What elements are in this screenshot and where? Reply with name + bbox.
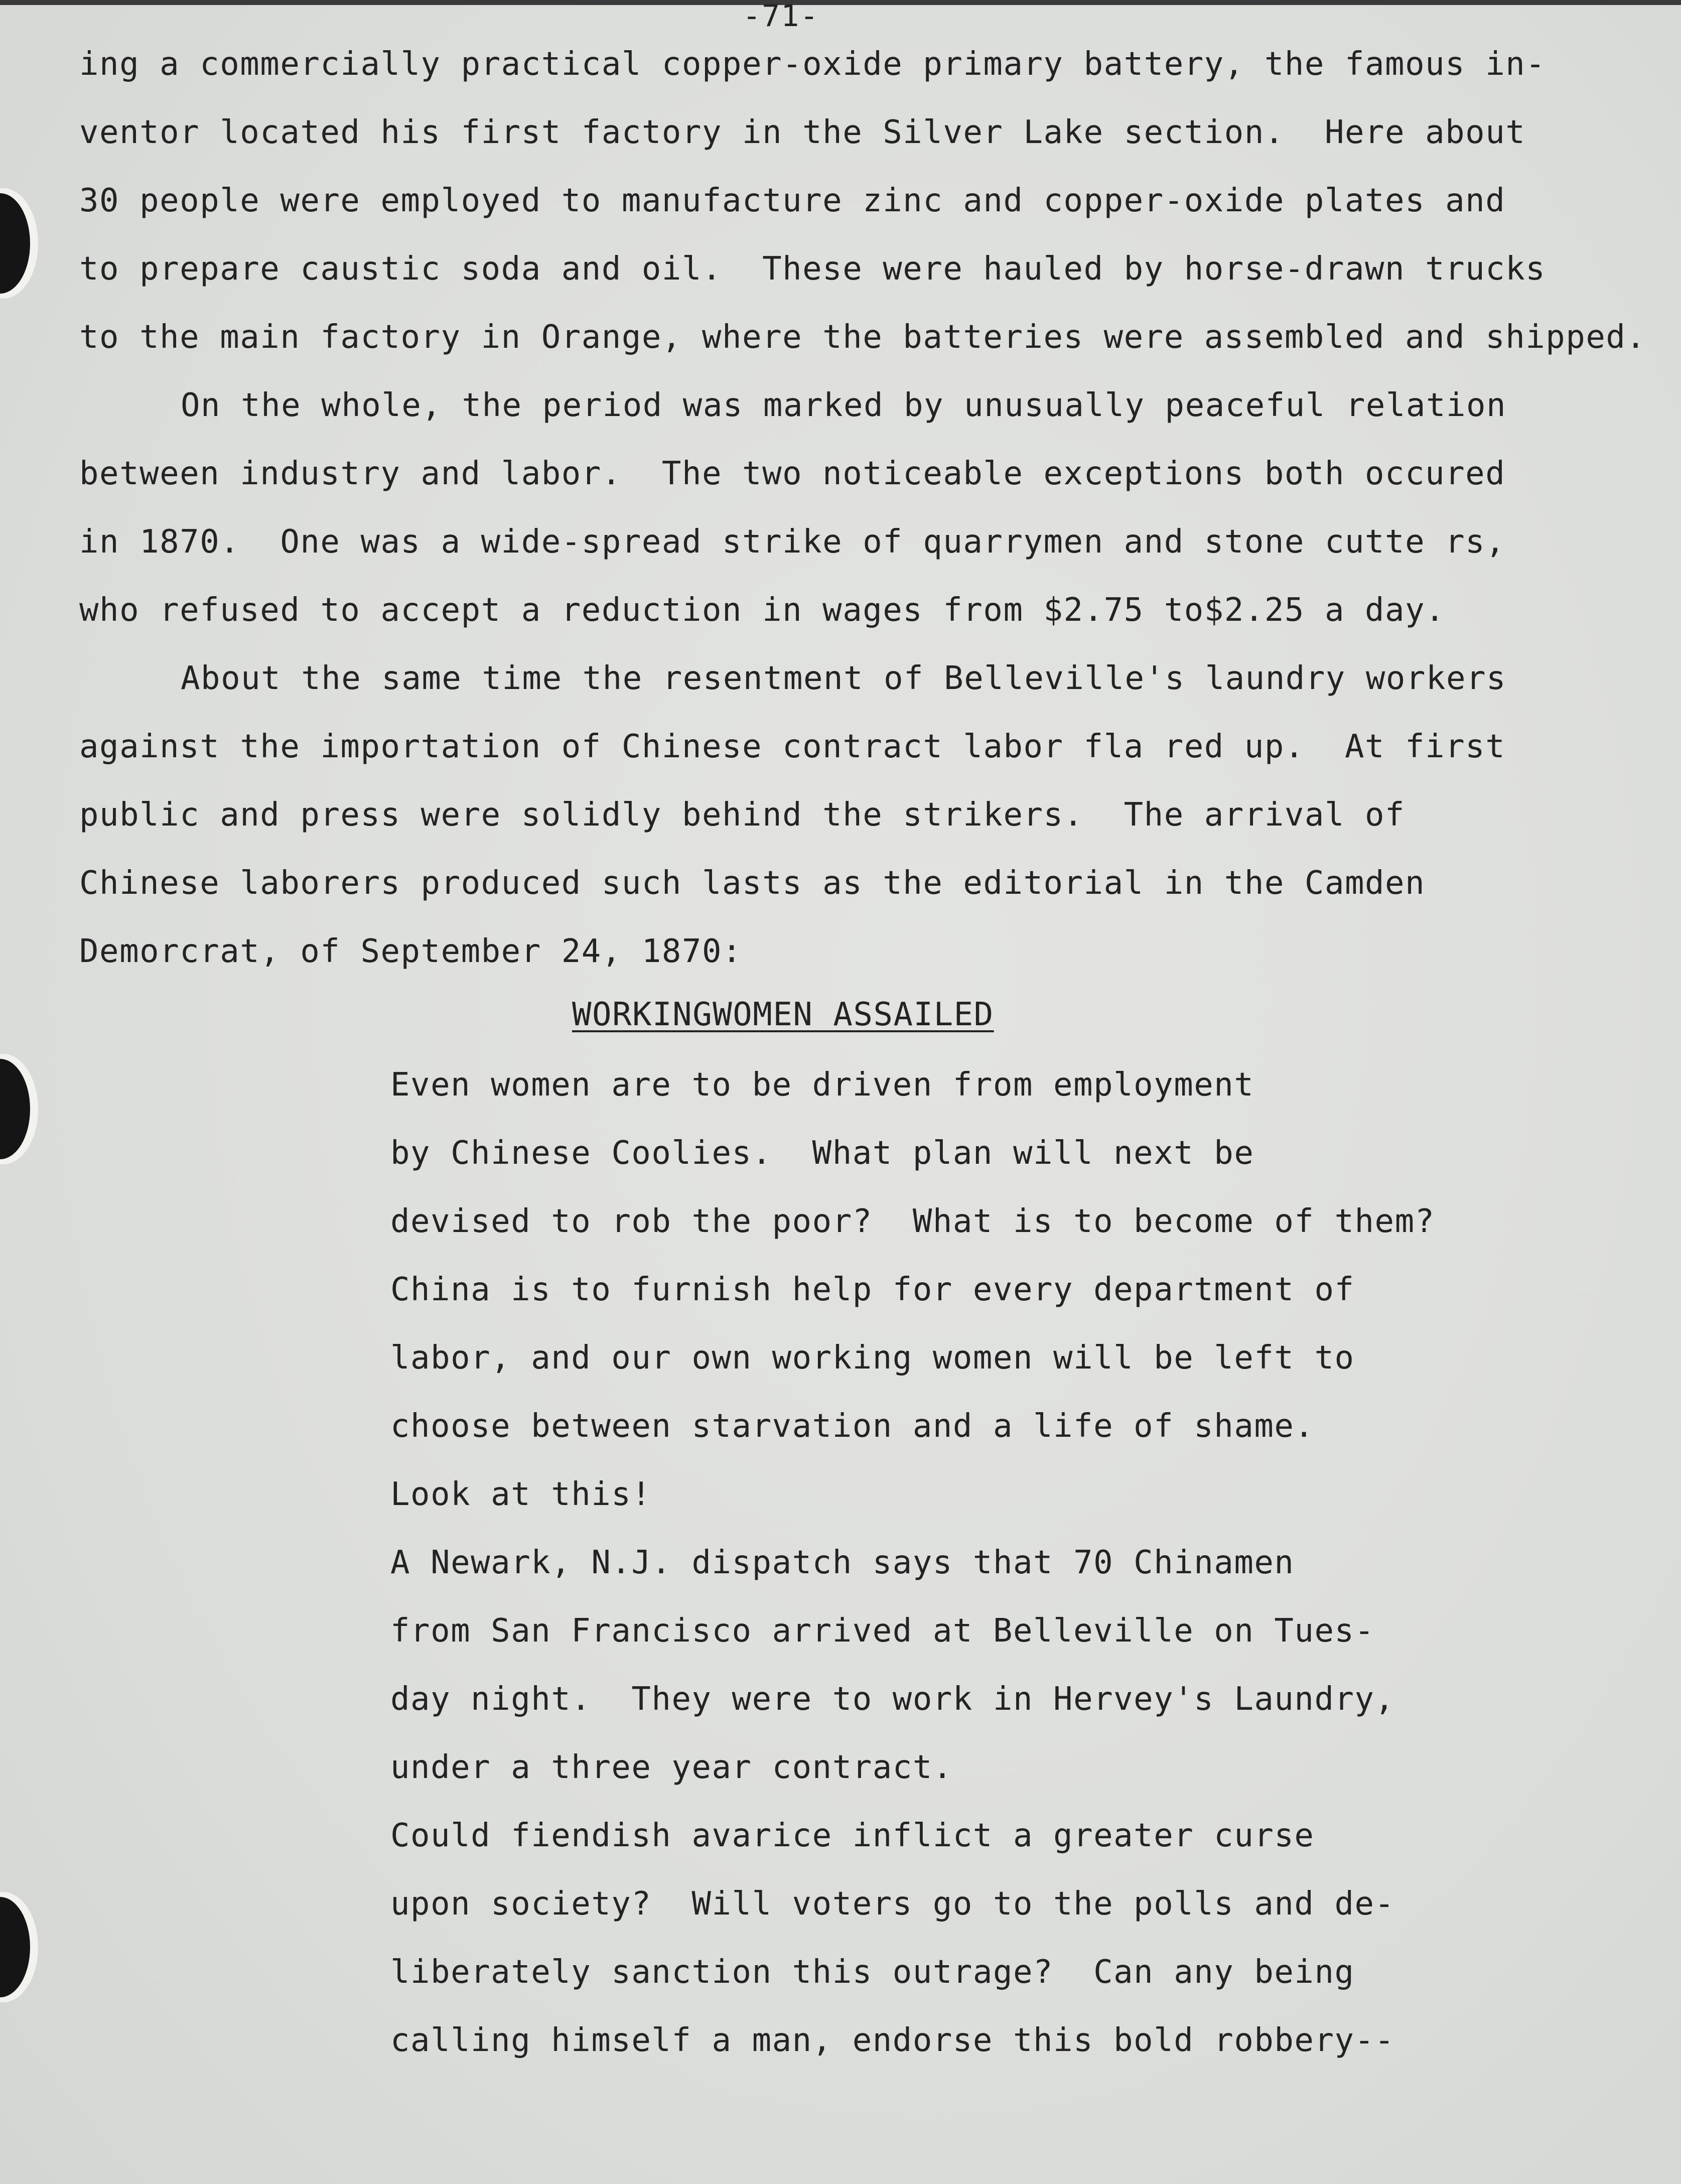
- quote-line: upon society? Will voters go to the polls and de-: [390, 1885, 1395, 1923]
- body-line: About the same time the resentment of Belleville's laundry workers: [181, 660, 1507, 697]
- body-line: Demorcrat, of September 24, 1870:: [79, 933, 743, 970]
- quote-line: devised to rob the poor? What is to become of them?: [390, 1203, 1435, 1240]
- binder-hole-middle: [0, 1059, 30, 1159]
- quote-line: day night. They were to work in Hervey's Laundry,: [390, 1681, 1395, 1718]
- quote-line: calling himself a man, endorse this bold robbery--: [390, 2022, 1395, 2059]
- quote-line: Look at this!: [390, 1476, 652, 1513]
- quote-line: A Newark, N.J. dispatch says that 70 Chinamen: [390, 1544, 1295, 1581]
- quote-line: China is to furnish help for every department of: [390, 1271, 1355, 1308]
- body-line: against the importation of Chinese contract labor fla red up. At first: [79, 728, 1506, 765]
- body-line: 30 people were employed to manufacture zinc and copper-oxide plates and: [79, 182, 1506, 219]
- body-line: in 1870. One was a wide-spread strike of quarrymen and stone cutte rs,: [79, 523, 1506, 561]
- body-line: to prepare caustic soda and oil. These were hauled by horse-drawn trucks: [79, 250, 1546, 288]
- page-number: -71-: [743, 0, 819, 34]
- body-line: between industry and labor. The two noticeable exceptions both occured: [79, 455, 1506, 492]
- quote-line: under a three year contract.: [390, 1749, 953, 1786]
- binder-hole-top: [0, 193, 30, 294]
- quote-heading: WORKINGWOMEN ASSAILED: [572, 996, 994, 1033]
- quote-line: by Chinese Coolies. What plan will next be: [390, 1135, 1254, 1172]
- quote-line: labor, and our own working women will be left to: [390, 1339, 1355, 1377]
- quote-line: Could fiendish avarice inflict a greater curse: [390, 1817, 1315, 1854]
- page-top-edge: [0, 0, 1681, 5]
- binder-hole-bottom: [0, 1897, 30, 1997]
- body-line: public and press were solidly behind the strikers. The arrival of: [79, 796, 1406, 834]
- body-line: Chinese laborers produced such lasts as the editorial in the Camden: [79, 865, 1426, 902]
- quote-line: choose between starvation and a life of shame.: [390, 1408, 1315, 1445]
- body-line: who refused to accept a reduction in wages from $2.75 to$2.25 a day.: [79, 592, 1446, 629]
- body-line: ventor located his first factory in the Silver Lake section. Here about: [79, 114, 1526, 151]
- quote-line: Even women are to be driven from employment: [390, 1066, 1254, 1104]
- body-line: On the whole, the period was marked by unusually peaceful relation: [181, 387, 1507, 424]
- body-line: ing a commercially practical copper-oxide primary battery, the famous in-: [79, 46, 1546, 83]
- quote-line: liberately sanction this outrage? Can any being: [390, 1954, 1355, 1991]
- quote-line: from San Francisco arrived at Belleville on Tues-: [390, 1612, 1375, 1650]
- body-line: to the main factory in Orange, where the batteries were assembled and shipped.: [79, 319, 1646, 356]
